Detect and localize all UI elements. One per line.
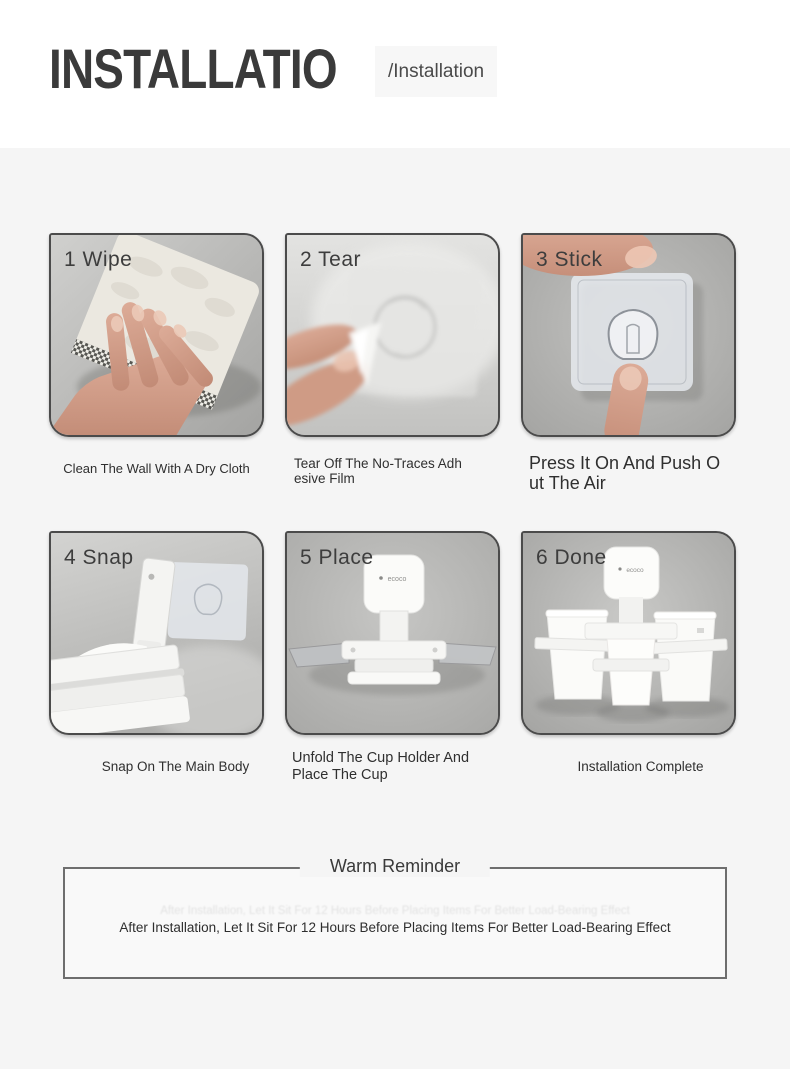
faded-watermark-text: After Installation, Let It Sit For 12 Hours Before Placing Items For Better Load-Bearing Effect (160, 904, 630, 917)
step-caption: Clean The Wall With A Dry Cloth (63, 461, 250, 476)
step-label: 1 Wipe (64, 248, 133, 271)
step-done-photo-card (521, 531, 736, 735)
step-place (285, 531, 500, 784)
steps-grid (0, 233, 790, 785)
step-label: 6 Done (536, 546, 607, 570)
adhesive-pad (168, 562, 249, 641)
left-arm (535, 638, 615, 652)
step-tear-photo-card (285, 233, 500, 437)
step-caption: Press It On And Push Out The Air (529, 453, 721, 494)
step-caption: Snap On The Main Body (101, 759, 250, 775)
step-caption: Installation Complete (577, 759, 704, 775)
title-box (49, 0, 361, 99)
page-subtitle: /Installation (375, 46, 497, 97)
step-snap-photo-card (49, 531, 264, 735)
warm-reminder-text: After Installation, Let It Sit For 12 Hours Before Placing Items For Better Load-Bearing Effect (119, 919, 671, 935)
step-snap (49, 531, 264, 784)
step-label: 4 Snap (64, 546, 134, 570)
clear-hook (609, 310, 658, 359)
step-place-photo-card (285, 531, 500, 735)
brand-logo: ecoco (387, 576, 407, 584)
step-caption: Unfold The Cup Holder And Place The Cup (292, 750, 470, 784)
right-wing (439, 643, 496, 665)
page-title: INSTALLATIO (49, 37, 337, 100)
step-done (521, 531, 736, 784)
step-wipe-photo-card (49, 233, 264, 437)
brand-logo: ecoco (626, 567, 644, 575)
step-tear (285, 233, 500, 493)
step-caption: Tear Off The No-Traces Adhesive Film (294, 456, 462, 487)
step-label: 3 Stick (536, 248, 603, 271)
warm-reminder-title: Warm Reminder (300, 856, 490, 877)
header (0, 0, 790, 148)
step-label: 5 Place (300, 546, 374, 570)
warm-reminder-box (63, 855, 727, 979)
step-wipe (49, 233, 264, 493)
step-label: 2 Tear (300, 248, 361, 271)
step-stick (521, 233, 736, 493)
step-stick-photo-card (521, 233, 736, 437)
